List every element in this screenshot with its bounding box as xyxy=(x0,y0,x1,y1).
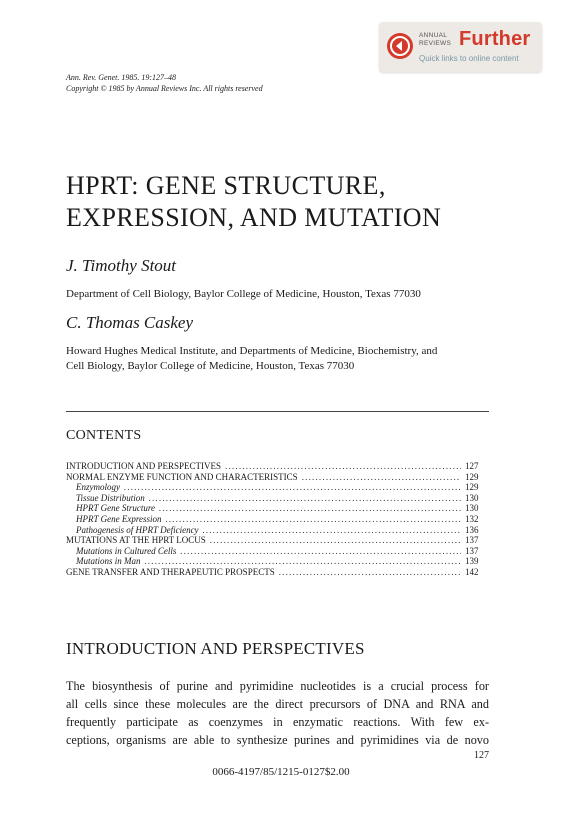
toc-entry-label: Enzymology xyxy=(76,482,120,493)
journal-citation xyxy=(66,72,263,94)
title-line-2: EXPRESSION, AND MUTATION xyxy=(66,203,442,232)
toc-entry-label: Pathogenesis of HPRT Deficiency xyxy=(76,524,199,535)
toc-entry[interactable] xyxy=(66,514,489,525)
body-line: ceptions, organisms are able to synthesize purines and pyrimidines via de novo xyxy=(66,733,489,747)
toc-entry-page: 130 xyxy=(465,492,479,503)
toc-leader-dots xyxy=(180,546,461,557)
toc-entry-label: Mutations in Man xyxy=(76,556,141,567)
body-line: The biosynthesis of purine and pyrimidine nucleotides is a crucial process for xyxy=(66,679,489,693)
banner-tagline: Quick links to online content xyxy=(419,54,519,63)
contents-heading: CONTENTS xyxy=(66,428,142,443)
toc-entry-label: GENE TRANSFER AND THERAPEUTIC PROSPECTS xyxy=(66,566,275,577)
body-paragraph xyxy=(66,677,489,749)
toc-leader-dots xyxy=(124,482,461,493)
article-title xyxy=(66,170,441,234)
toc-entry-page: 127 xyxy=(465,461,479,471)
toc-leader-dots xyxy=(203,525,461,536)
footer-code: 0066-4197/85/1215-0127$2.00 xyxy=(212,766,350,778)
toc-entry-page: 142 xyxy=(465,566,479,577)
banner-further-label: Further xyxy=(459,28,531,50)
affiliation-line: Howard Hughes Medical Institute, and Departments of Medicine, Biochemistry, and xyxy=(66,345,438,357)
affiliation-line: Department of Cell Biology, Baylor College of Medicine, Houston, Texas 77030 xyxy=(66,288,421,300)
toc-leader-dots xyxy=(225,461,461,472)
toc-entry-page: 129 xyxy=(465,471,479,482)
toc-entry[interactable] xyxy=(66,556,489,567)
toc-leader-dots xyxy=(166,514,462,525)
toc-leader-dots xyxy=(279,567,461,578)
toc-entry[interactable] xyxy=(66,503,489,514)
toc-leader-dots xyxy=(159,503,461,514)
section-divider xyxy=(66,411,489,412)
toc-leader-dots xyxy=(149,493,461,504)
toc-entry-page: 137 xyxy=(465,545,479,556)
toc-entry[interactable] xyxy=(66,493,489,504)
table-of-contents xyxy=(66,461,489,578)
toc-leader-dots xyxy=(210,535,461,546)
toc-entry[interactable] xyxy=(66,567,489,578)
body-line: all cells since these molecules are the direct precursors of DNA and RNA and xyxy=(66,697,489,711)
toc-entry[interactable] xyxy=(66,525,489,536)
title-line-1: HPRT: GENE STRUCTURE, xyxy=(66,171,386,200)
toc-entry-label: HPRT Gene Expression xyxy=(76,513,162,524)
toc-entry-label: Mutations in Cultured Cells xyxy=(76,545,177,556)
author-name: C. Thomas Caskey xyxy=(66,313,194,332)
citation-line-2: Copyright © 1985 by Annual Reviews Inc. All rights reserved xyxy=(66,84,263,93)
toc-entry[interactable] xyxy=(66,546,489,557)
toc-entry[interactable] xyxy=(66,461,489,472)
affiliation-line: Cell Biology, Baylor College of Medicine, Houston, Texas 77030 xyxy=(66,360,355,372)
toc-entry-label: INTRODUCTION AND PERSPECTIVES xyxy=(66,461,222,471)
toc-entry-page: 130 xyxy=(465,503,479,514)
toc-entry-label: HPRT Gene Structure xyxy=(76,503,155,514)
banner-reviews-text: REVIEWS xyxy=(419,39,452,47)
author-affiliation xyxy=(66,287,496,302)
toc-leader-dots xyxy=(302,472,461,483)
section-heading: INTRODUCTION AND PERSPECTIVES xyxy=(66,639,365,658)
page-number: 127 xyxy=(474,750,489,761)
toc-entry-page: 136 xyxy=(465,524,479,535)
toc-entry-page: 129 xyxy=(465,482,479,493)
toc-leader-dots xyxy=(145,556,462,567)
banner-annual-text: ANNUAL xyxy=(419,32,448,39)
author-name: J. Timothy Stout xyxy=(66,256,177,275)
toc-entry-label: NORMAL ENZYME FUNCTION AND CHARACTERISTICS xyxy=(66,471,298,482)
toc-entry-page: 139 xyxy=(465,556,479,567)
toc-entry[interactable] xyxy=(66,535,489,546)
toc-entry-label: MUTATIONS AT THE HPRT LOCUS xyxy=(66,535,206,546)
toc-entry[interactable] xyxy=(66,482,489,493)
toc-entry-label: Tissue Distribution xyxy=(76,492,145,503)
toc-entry-page: 132 xyxy=(465,513,479,524)
arrow-circle-icon xyxy=(387,33,413,59)
body-line: frequently participate as coenzymes in enzymatic reactions. With few ex- xyxy=(66,715,489,729)
author-affiliation xyxy=(66,344,496,374)
annual-reviews-further-banner[interactable] xyxy=(379,22,542,72)
citation-line-1: Ann. Rev. Genet. 1985. 19:127–48 xyxy=(66,73,177,82)
banner-annual-reviews-label xyxy=(419,32,459,47)
toc-entry[interactable] xyxy=(66,472,489,483)
toc-entry-page: 137 xyxy=(465,535,479,546)
